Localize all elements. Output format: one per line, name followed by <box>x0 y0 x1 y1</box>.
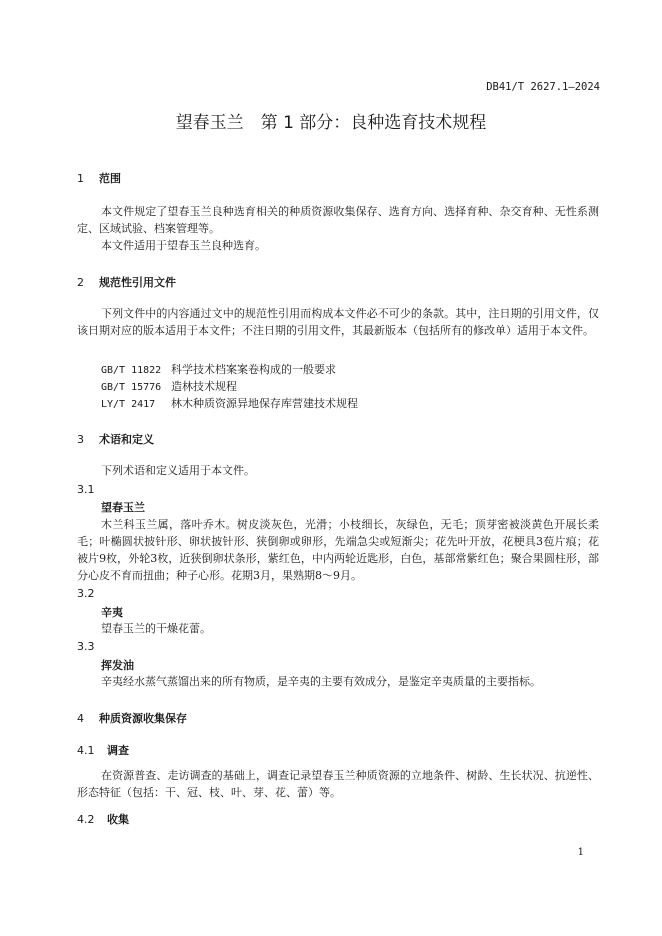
paragraph: 下列术语和定义适用于本文件。 <box>101 464 255 477</box>
section-3-heading <box>77 431 154 447</box>
subsection-4-2-heading <box>77 811 129 827</box>
term-name: 望春玉兰 <box>101 501 145 514</box>
section-4-heading <box>77 710 187 726</box>
section-number: 1 <box>77 172 84 185</box>
reference-title: 科学技术档案案卷构成的一般要求 <box>171 363 336 376</box>
reference-item <box>101 361 336 377</box>
document-code: DB41/T 2627.1—2024 <box>486 81 600 93</box>
section-number: 2 <box>77 276 84 289</box>
subsection-title: 收集 <box>107 813 129 826</box>
subsection-4-1-heading <box>77 742 129 758</box>
term-number: 3.1 <box>77 483 95 496</box>
section-2-heading <box>77 274 176 290</box>
section-title: 规范性引用文件 <box>99 276 176 289</box>
subsection-title: 调查 <box>107 744 129 757</box>
page-number: 1 <box>577 847 584 858</box>
term-number: 3.2 <box>77 587 95 600</box>
term-name: 辛夷 <box>101 606 123 619</box>
reference-item <box>101 395 358 411</box>
reference-item <box>101 378 237 394</box>
section-number: 4 <box>77 712 84 725</box>
paragraph: 下列文件中的内容通过文中的规范性引用而构成本文件必不可少的条款。其中，注日期的引用文件，仅该日期对应的版本适用于本文件；不注日期的引用文件，其最新版本（包括所有的修改单）适用于本文件。 <box>77 307 599 337</box>
paragraph: 本文件规定了望春玉兰良种选育相关的种质资源收集保存、选育方向、选择育种、杂交育种、无性系测定、区域试验、档案管理等。 <box>77 205 599 235</box>
term-name: 挥发油 <box>101 659 134 672</box>
section-title: 种质资源收集保存 <box>99 712 187 725</box>
term-definition: 木兰科玉兰属，落叶乔木。树皮淡灰色，光滑；小枝细长，灰绿色，无毛；顶芽密被淡黄色开展长柔毛；叶椭圆状披针形、卵状披针形、狭倒卵或卵形，先端急尖或短渐尖；花先叶开放，花梗具3苞片痕；花被片9枚，外轮3枚，近狭倒卵状条形，紫红色，中内两轮近匙形，白色，基部常紫红色；聚合果圆柱形，部分心皮不育而扭曲；种子心形。花期3月，果熟期8～9月。 <box>77 518 599 582</box>
section-title: 术语和定义 <box>99 433 154 446</box>
reference-code: LY/T 2417 <box>101 399 156 410</box>
reference-code: GB/T 11822 <box>101 365 162 376</box>
subsection-number: 4.2 <box>77 813 95 826</box>
paragraph: 本文件适用于望春玉兰良种选育。 <box>101 239 266 252</box>
section-number: 3 <box>77 433 84 446</box>
term-number: 3.3 <box>77 640 95 653</box>
subsection-number: 4.1 <box>77 744 95 757</box>
section-title: 范围 <box>99 172 121 185</box>
paragraph: 在资源普查、走访调查的基础上，调查记录望春玉兰种质资源的立地条件、树龄、生长状况、抗逆性、形态特征（包括：干、冠、枝、叶、芽、花、蕾）等。 <box>77 769 599 799</box>
term-definition: 辛夷经水蒸气蒸馏出来的所有物质，是辛夷的主要有效成分，是鉴定辛夷质量的主要指标。 <box>101 675 541 688</box>
reference-title: 造林技术规程 <box>171 380 237 393</box>
section-1-heading <box>77 170 121 186</box>
term-definition: 望春玉兰的干燥花蕾。 <box>101 622 211 635</box>
page-title: 望春玉兰 第 1 部分：良种选育技术规程 <box>175 113 487 133</box>
reference-code: GB/T 15776 <box>101 382 162 393</box>
reference-title: 林木种质资源异地保存库营建技术规程 <box>171 397 358 410</box>
